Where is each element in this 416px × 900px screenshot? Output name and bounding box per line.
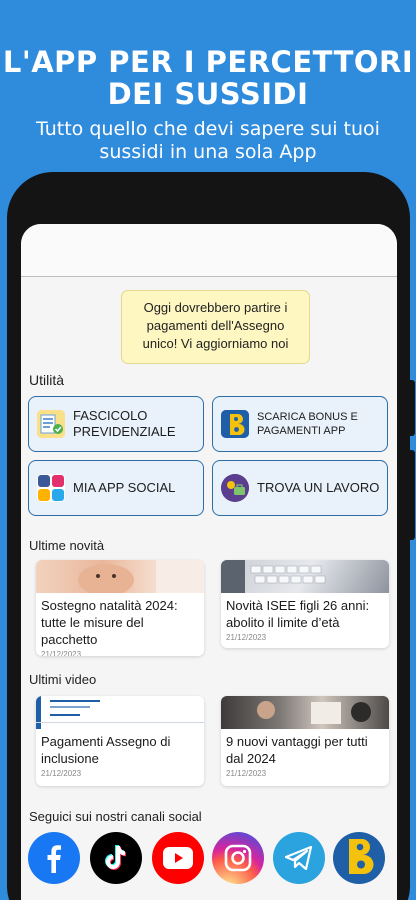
trova-lavoro-label-line1: TROVA UN LAVORO — [257, 480, 380, 495]
trova-lavoro-button[interactable] — [212, 460, 388, 516]
facebook-icon — [41, 843, 67, 873]
news-card[interactable] — [221, 560, 389, 648]
promo-subtitle-line2: sussidi in una sola App — [99, 141, 317, 163]
video-card[interactable] — [221, 696, 389, 786]
video-title: Pagamenti Assegno di inclusione — [41, 734, 171, 766]
news-image-baby — [36, 560, 204, 593]
mia-app-social-label — [73, 480, 175, 496]
telegram-button[interactable] — [273, 832, 325, 884]
instagram-icon — [224, 844, 252, 872]
news-title: Sostegno natalità 2024: tutte le misure del pacchetto — [41, 598, 178, 647]
videos-heading: Ultimi video — [29, 672, 97, 687]
notice-text: Oggi dovrebbero partire i pagamenti dell'Assegno unico! Vi aggiorniamo noi — [142, 300, 289, 351]
video-thumbnail-press-release — [36, 696, 204, 729]
tiktok-icon — [103, 844, 129, 872]
app-b-logo-button[interactable] — [333, 832, 385, 884]
fascicolo-label — [73, 408, 176, 440]
youtube-button[interactable] — [152, 832, 204, 884]
tiktok-button[interactable] — [90, 832, 142, 884]
promo-title-line1: L'APP PER I PERCETTORI — [2, 45, 414, 79]
fascicolo-label-line2: PREVIDENZIALE — [73, 424, 176, 439]
job-icon — [221, 474, 249, 502]
facebook-button[interactable] — [28, 832, 80, 884]
instagram-button[interactable] — [212, 832, 264, 884]
fascicolo-previdenziale-button[interactable] — [28, 396, 204, 452]
app-screen — [21, 224, 397, 900]
news-heading: Ultime novità — [29, 538, 105, 553]
news-image-keyboard — [221, 560, 389, 593]
phone-side-button — [409, 380, 415, 436]
video-title: 9 nuovi vantaggi per tutti dal 2024 — [226, 734, 368, 766]
news-date: 21/12/2023 — [41, 650, 82, 656]
video-thumbnail-people — [221, 696, 389, 729]
promo-subtitle-line1: Tutto quello che devi sapere sui tuoi — [36, 118, 380, 140]
b-logo-icon — [339, 836, 379, 880]
video-date: 21/12/2023 — [226, 769, 267, 778]
social-heading: Seguici sui nostri canali social — [29, 809, 202, 824]
video-date: 21/12/2023 — [41, 769, 82, 778]
b-logo-icon — [221, 410, 249, 438]
scarica-bonus-label — [257, 410, 358, 438]
social-apps-icon — [37, 474, 65, 502]
promo-subtitle — [0, 118, 416, 164]
promo-title-line2: DEI SUSSIDI — [107, 77, 309, 111]
scarica-bonus-label-line1: SCARICA BONUS E — [257, 411, 358, 423]
news-date: 21/12/2023 — [226, 633, 267, 642]
scarica-bonus-button[interactable] — [212, 396, 388, 452]
video-card[interactable] — [36, 696, 204, 786]
app-bar — [21, 224, 397, 277]
trova-lavoro-label — [257, 480, 379, 496]
notice-banner[interactable] — [121, 290, 310, 364]
youtube-icon — [163, 847, 193, 869]
scarica-bonus-label-line2: PAGAMENTI APP — [257, 425, 346, 437]
folder-icon — [37, 410, 65, 438]
mia-app-social-button[interactable] — [28, 460, 204, 516]
telegram-icon — [285, 846, 313, 870]
phone-side-button — [409, 450, 415, 540]
news-card[interactable] — [36, 560, 204, 656]
utilities-heading: Utilità — [29, 372, 65, 388]
promo-title — [0, 46, 416, 110]
mia-app-social-label-line1: MIA APP SOCIAL — [73, 480, 176, 495]
fascicolo-label-line1: FASCICOLO — [73, 408, 148, 423]
news-title: Novità ISEE figli 26 anni: abolito il limite d’età — [226, 598, 370, 630]
